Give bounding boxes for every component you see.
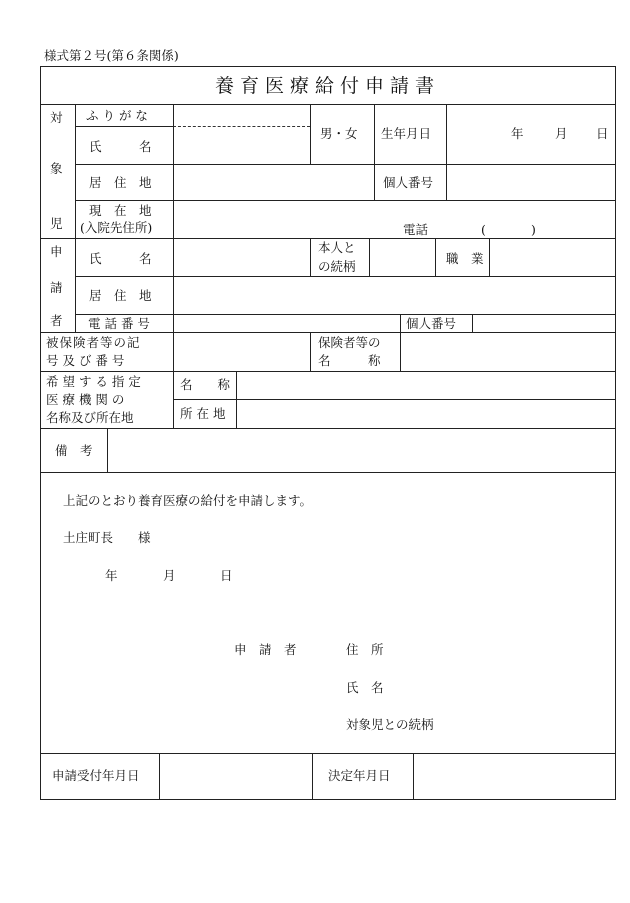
declaration-date-month: 月: [163, 568, 176, 583]
child-birth-year: 年: [511, 126, 524, 141]
col-sex-right: [374, 104, 375, 165]
child-address-field[interactable]: [174, 165, 374, 200]
received-date-label: 申請受付年月日: [52, 768, 140, 783]
frame-right: [615, 66, 616, 800]
col-occupation-left: [435, 238, 436, 277]
child-name-label: 氏 名: [89, 139, 152, 154]
form-style-number: 様式第２号(第６条関係): [44, 48, 179, 63]
declaration-addressee: 土庄町長 様: [63, 530, 151, 545]
rule-furigana: [75, 126, 173, 127]
col-mynumber-left: [374, 164, 375, 201]
col-sex-left: [310, 104, 311, 165]
child-address-label: 居 住 地: [89, 175, 152, 190]
remarks-field[interactable]: [108, 429, 615, 472]
child-phone-paren-open: (: [481, 222, 486, 237]
applicant-section-label-2: 請: [50, 280, 63, 295]
decision-date-label: 決定年月日: [328, 768, 391, 783]
child-current-address-label-1: 現 在 地: [89, 203, 152, 218]
child-phone-label: 電話: [403, 222, 429, 237]
child-phone-paren-close: ): [531, 222, 536, 237]
declaration-address-label: 住 所: [346, 642, 384, 657]
applicant-occupation-label: 職 業: [446, 251, 484, 266]
declaration-statement: 上記のとおり養育医療の給付を申請します。: [63, 493, 313, 508]
declaration-date-day: 日: [220, 568, 233, 583]
child-birthdate-field[interactable]: [447, 105, 615, 164]
institution-label-3: 名称及び所在地: [46, 410, 134, 425]
applicant-mynumber-field[interactable]: [473, 315, 615, 332]
applicant-section-label-1: 申: [50, 244, 63, 259]
insurer-name-field[interactable]: [401, 333, 615, 371]
child-section-label-2: 象: [50, 161, 63, 176]
child-name-field[interactable]: [174, 127, 310, 164]
insured-number-label-2: 号 及 び 番 号: [46, 353, 125, 368]
child-section-label-3: 児: [50, 216, 63, 231]
declaration-applicant-label: 申 請 者: [234, 642, 297, 657]
institution-address-field[interactable]: [237, 400, 615, 428]
frame-left: [40, 66, 41, 800]
insured-number-field[interactable]: [174, 333, 310, 371]
insurer-name-label-2: 名 称: [318, 353, 381, 368]
applicant-section-label-3: 者: [50, 313, 63, 328]
child-furigana-label: ふ り が な: [86, 108, 148, 123]
decision-date-field[interactable]: [414, 754, 615, 799]
applicant-relation-label-1: 本人と: [318, 240, 356, 255]
child-section-label-1: 対: [50, 110, 63, 125]
applicant-relation-field[interactable]: [370, 239, 435, 276]
frame-top: [40, 66, 616, 67]
rule-remarks: [40, 472, 616, 473]
child-mynumber-field[interactable]: [447, 165, 615, 200]
child-birth-month: 月: [555, 126, 568, 141]
declaration-name-label: 氏 名: [346, 680, 384, 695]
applicant-mynumber-label: 個人番号: [406, 316, 457, 331]
col-institution-label: [173, 371, 174, 429]
form-title: 養育医療給付申請書: [214, 75, 440, 97]
applicant-occupation-field[interactable]: [490, 239, 615, 276]
child-furigana-field[interactable]: [174, 105, 310, 126]
institution-address-label: 所 在 地: [180, 406, 226, 421]
col-section-label: [75, 104, 76, 333]
declaration-relation-label: 対象児との続柄: [346, 717, 434, 732]
insurer-name-label-1: 保険者等の: [318, 335, 381, 350]
institution-label-2: 医 療 機 関 の: [46, 392, 125, 407]
frame-bottom: [40, 799, 616, 800]
col-relation-left: [310, 238, 311, 277]
child-birthdate-label: 生年月日: [381, 126, 432, 141]
institution-label-1: 希 望 す る 指 定: [46, 374, 141, 389]
col-insurer-left: [310, 332, 311, 372]
institution-name-label: 名 称: [180, 377, 231, 392]
child-current-address-field[interactable]: [174, 201, 615, 238]
applicant-phone-label: 電 話 番 号: [88, 316, 150, 331]
child-sex-label[interactable]: 男・女: [320, 126, 358, 141]
col-footer-2: [312, 753, 313, 800]
applicant-address-label: 居 住 地: [89, 288, 152, 303]
insured-number-label-1: 被保険者等の記: [46, 335, 141, 350]
applicant-name-label: 氏 名: [89, 251, 152, 266]
child-mynumber-label: 個人番号: [383, 175, 434, 190]
declaration-date-year: 年: [105, 568, 118, 583]
child-birth-day: 日: [596, 126, 609, 141]
institution-name-field[interactable]: [237, 372, 615, 399]
applicant-name-field[interactable]: [174, 239, 310, 276]
col-app-mynumber-left: [400, 314, 401, 333]
applicant-address-field[interactable]: [174, 277, 615, 314]
remarks-label: 備 考: [55, 443, 93, 458]
applicant-phone-field[interactable]: [174, 315, 400, 332]
child-current-address-label-2: (入院先住所): [80, 220, 153, 235]
received-date-field[interactable]: [160, 754, 312, 799]
applicant-relation-label-2: の続柄: [318, 259, 356, 274]
